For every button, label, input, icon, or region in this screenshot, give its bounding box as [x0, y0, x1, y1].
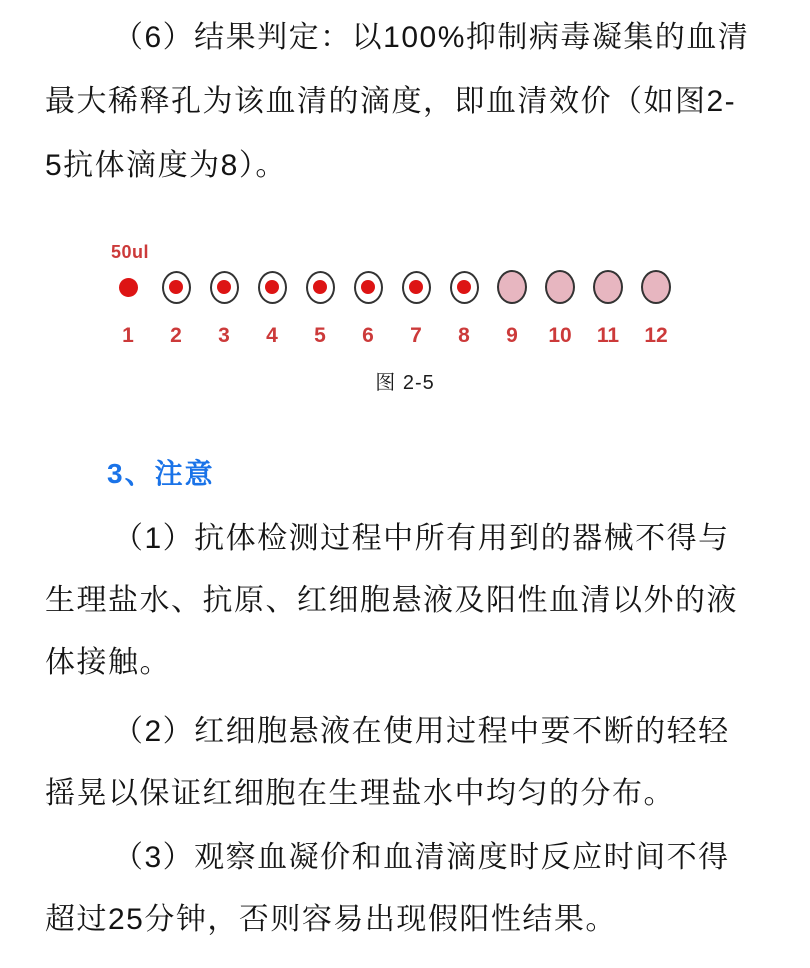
well-numbers-row	[104, 322, 680, 350]
well-6	[354, 271, 383, 304]
well-number-12: 12	[644, 324, 668, 347]
well-number-10: 10	[548, 324, 572, 347]
well-dot	[409, 280, 423, 294]
well-dot	[313, 280, 327, 294]
text-line: （1）抗体检测过程中所有用到的器械不得与	[113, 522, 730, 555]
well-dot	[217, 280, 231, 294]
well-cell	[536, 268, 584, 306]
wells-row	[104, 268, 680, 306]
well-cell	[344, 268, 392, 306]
well-cell	[632, 268, 680, 306]
note-item-2	[0, 701, 810, 825]
text-line: 超过25分钟，否则容易出现假阳性结果。	[45, 903, 617, 936]
well-number-2: 2	[170, 324, 182, 347]
well-number-4: 4	[266, 324, 278, 347]
well-4	[258, 271, 287, 304]
text-line: （3）观察血凝价和血清滴度时反应时间不得	[113, 841, 730, 874]
text-line: 生理盐水、抗原、红细胞悬液及阳性血清以外的液	[45, 584, 738, 617]
well-cell	[488, 268, 536, 306]
text-line: 最大稀释孔为该血清的滴度，即血清效价（如图2-	[45, 85, 737, 118]
well-number-7: 7	[410, 324, 422, 347]
figure-caption: 图 2-5	[375, 372, 435, 394]
well-cell	[152, 268, 200, 306]
well-dot	[169, 280, 183, 294]
well-cell	[440, 268, 488, 306]
well-dot	[265, 280, 279, 294]
well-number-9: 9	[506, 324, 518, 347]
well-dot	[361, 280, 375, 294]
well-12	[641, 270, 671, 304]
well-3	[210, 271, 239, 304]
text-line: 5抗体滴度为8）。	[45, 149, 287, 182]
well-5	[306, 271, 335, 304]
well-1	[119, 278, 138, 297]
text-line: 体接触。	[45, 646, 171, 679]
well-dot	[457, 280, 471, 294]
well-cell	[104, 268, 152, 306]
paragraph-result-judgment	[0, 6, 810, 198]
well-10	[545, 270, 575, 304]
well-cell	[392, 268, 440, 306]
text-line: （6）结果判定：以100%抑制病毒凝集的血清	[113, 21, 750, 54]
well-number-8: 8	[458, 324, 470, 347]
well-number-11: 11	[596, 324, 620, 347]
well-11	[593, 270, 623, 304]
well-2	[162, 271, 191, 304]
well-cell	[584, 268, 632, 306]
note-item-1	[0, 508, 810, 694]
text-line: 摇晃以保证红细胞在生理盐水中均匀的分布。	[45, 777, 675, 810]
well-cell	[248, 268, 296, 306]
well-9	[497, 270, 527, 304]
well-7	[402, 271, 431, 304]
text-line: （2）红细胞悬液在使用过程中要不断的轻轻	[113, 715, 730, 748]
figure-2-5	[0, 240, 810, 400]
section-heading-notes: 3、注意	[107, 458, 215, 489]
well-number-1: 1	[122, 324, 134, 347]
well-number-5: 5	[314, 324, 326, 347]
well-8	[450, 271, 479, 304]
volume-label: 50ul	[111, 242, 150, 262]
well-cell	[296, 268, 344, 306]
well-number-6: 6	[362, 324, 374, 347]
note-item-3	[0, 827, 810, 951]
well-cell	[200, 268, 248, 306]
well-number-3: 3	[218, 324, 230, 347]
